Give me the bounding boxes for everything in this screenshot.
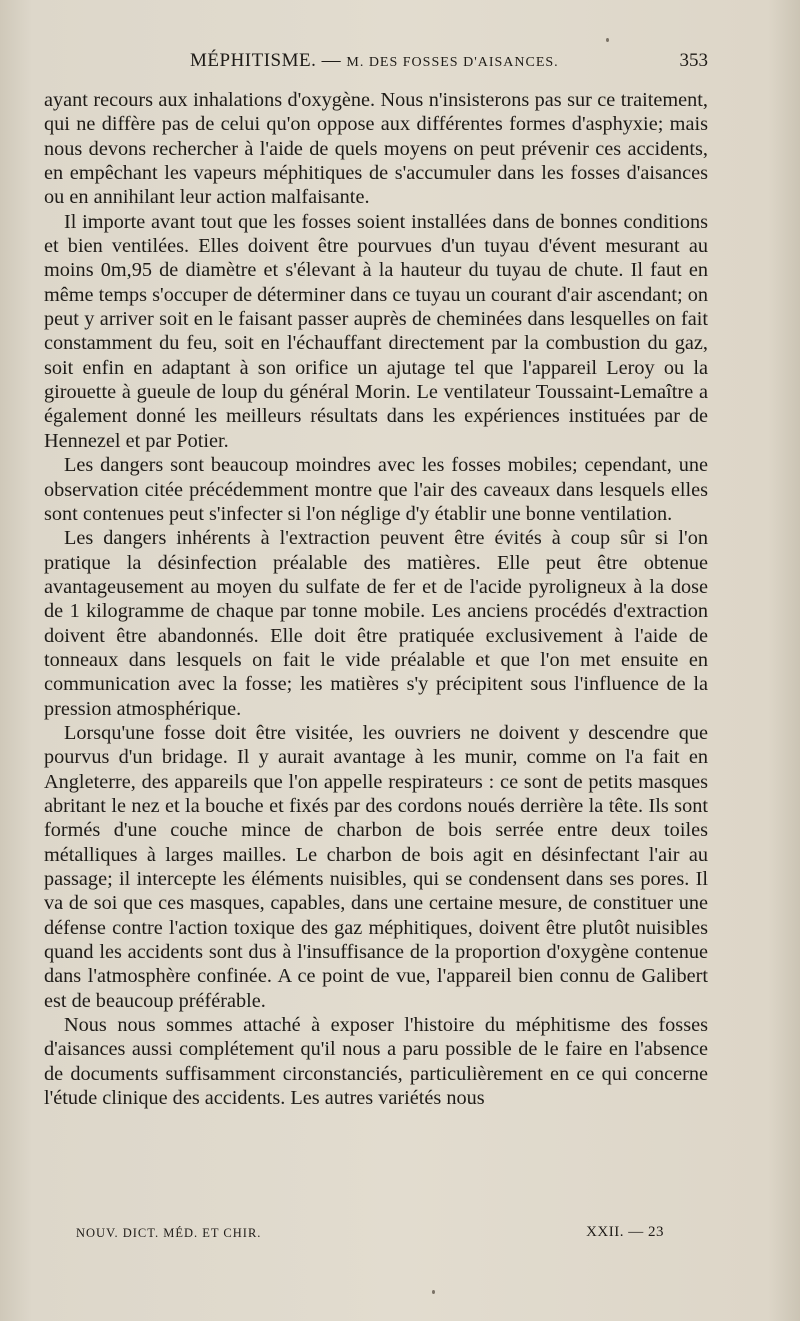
- paragraph-2: Il importe avant tout que les fosses soient installées dans de bonnes conditions et bien ventilées. Elles doivent être pourvues d'un tuyau d'évent mesurant au moins 0m,95 de diamètre et s'élevant à la hauteur du tuyau de chute. Il faut en même temps s'occuper de déterminer dans ce tuyau un courant d'air ascendant; on peut y arriver soit en le faisant passer auprès de cheminées dans lesquelles on fait constamment du feu, soit en l'échauffant directement par la combustion du gaz, soit enfin en adaptant à son orifice un ajutage tel que l'appareil Leroy ou la girouette à gueule de loup du général Morin. Le ventilateur Toussaint-Lemaître a également donné les meilleurs résultats dans les expériences instituées par de Hennezel et par Potier.: [44, 210, 708, 452]
- paragraph-1: ayant recours aux inhalations d'oxygène. Nous n'insisterons pas sur ce traitement, qui ne diffère pas de celui qu'on oppose aux différentes formes d'asphyxie; mais nous devons rechercher à l'aide de quels moyens on peut prévenir ces accidents, en empêchant les vapeurs méphitiques de s'accumuler dans les fosses d'aisances ou en annihilant leur action malfaisante.: [44, 89, 708, 209]
- paragraph-5: Lorsqu'une fosse doit être visitée, les ouvriers ne doivent y descendre que pourvus d'un bridage. Il y aurait avantage à les munir, comme on l'a fait en Angleterre, des appareils que l'on appelle respirateurs : ce sont de petits masques abritant le nez et la bouche et fixés par des cordons noués derrière la tête. Ils sont formés d'une couche mince de charbon de bois serrée entre deux toiles métalliques à larges mailles. Le charbon de bois agit en désinfectant l'air au passage; il intercepte les éléments nuisibles, qui se condensent dans ses pores. Il va de soi que ces masques, capables, dans une certaine mesure, de constituer une défense contre l'action toxique des gaz méphitiques, doivent être plutôt nuisibles quand les accidents sont dus à l'insuffisance de la proportion d'oxygène contenue dans l'atmosphère confinée. A ce point de vue, l'appareil bien connu de Galibert est de beaucoup préférable.: [44, 721, 708, 1012]
- paragraph-4: Les dangers inhérents à l'extraction peuvent être évités à coup sûr si l'on pratique la désinfection préalable des matières. Elle peut être obtenue avantageusement au moyen du sulfate de fer et de l'acide pyroligneux à la dose de 1 kilogramme de chaque par tonne mobile. Les anciens procédés d'extraction doivent être abandonnés. Elle doit être pratiquée exclusivement à l'aide de tonneaux dans lesquels on fait le vide préalable et que l'on met ensuite en communication avec la fosse; les matières s'y précipitent sous l'influence de la pression atmosphérique.: [44, 527, 708, 720]
- paragraph-6: Nous nous sommes attaché à exposer l'histoire du méphitisme des fosses d'aisances aussi complétement qu'il nous a paru possible de le faire en l'absence de documents suffisamment circonstanciés, particulièrement en ce qui concerne l'étude clinique des accidents. Les autres variétés nous: [44, 1014, 708, 1110]
- paragraph-3: Les dangers sont beaucoup moindres avec les fosses mobiles; cependant, une observation citée précédemment montre que l'air des caveaux dans lesquels elles sont contenues peut s'infecter si l'on néglige d'y établir une bonne ventilation.: [44, 454, 708, 525]
- paper-speck: [606, 38, 609, 42]
- body-text: [44, 88, 708, 1110]
- signature-mark: NOUV. DICT. MÉD. ET CHIR.: [76, 1226, 262, 1240]
- volume-mark: XXII. — 23: [586, 1224, 664, 1240]
- running-header: [44, 50, 708, 78]
- running-title: MÉPHITISME.: [190, 50, 317, 71]
- header-dash: —: [321, 50, 342, 71]
- running-section: M. DES FOSSES D'AISANCES.: [346, 55, 559, 70]
- running-title-line: [190, 50, 559, 72]
- page-number: 353: [679, 50, 708, 71]
- paper-speck: [432, 1290, 435, 1294]
